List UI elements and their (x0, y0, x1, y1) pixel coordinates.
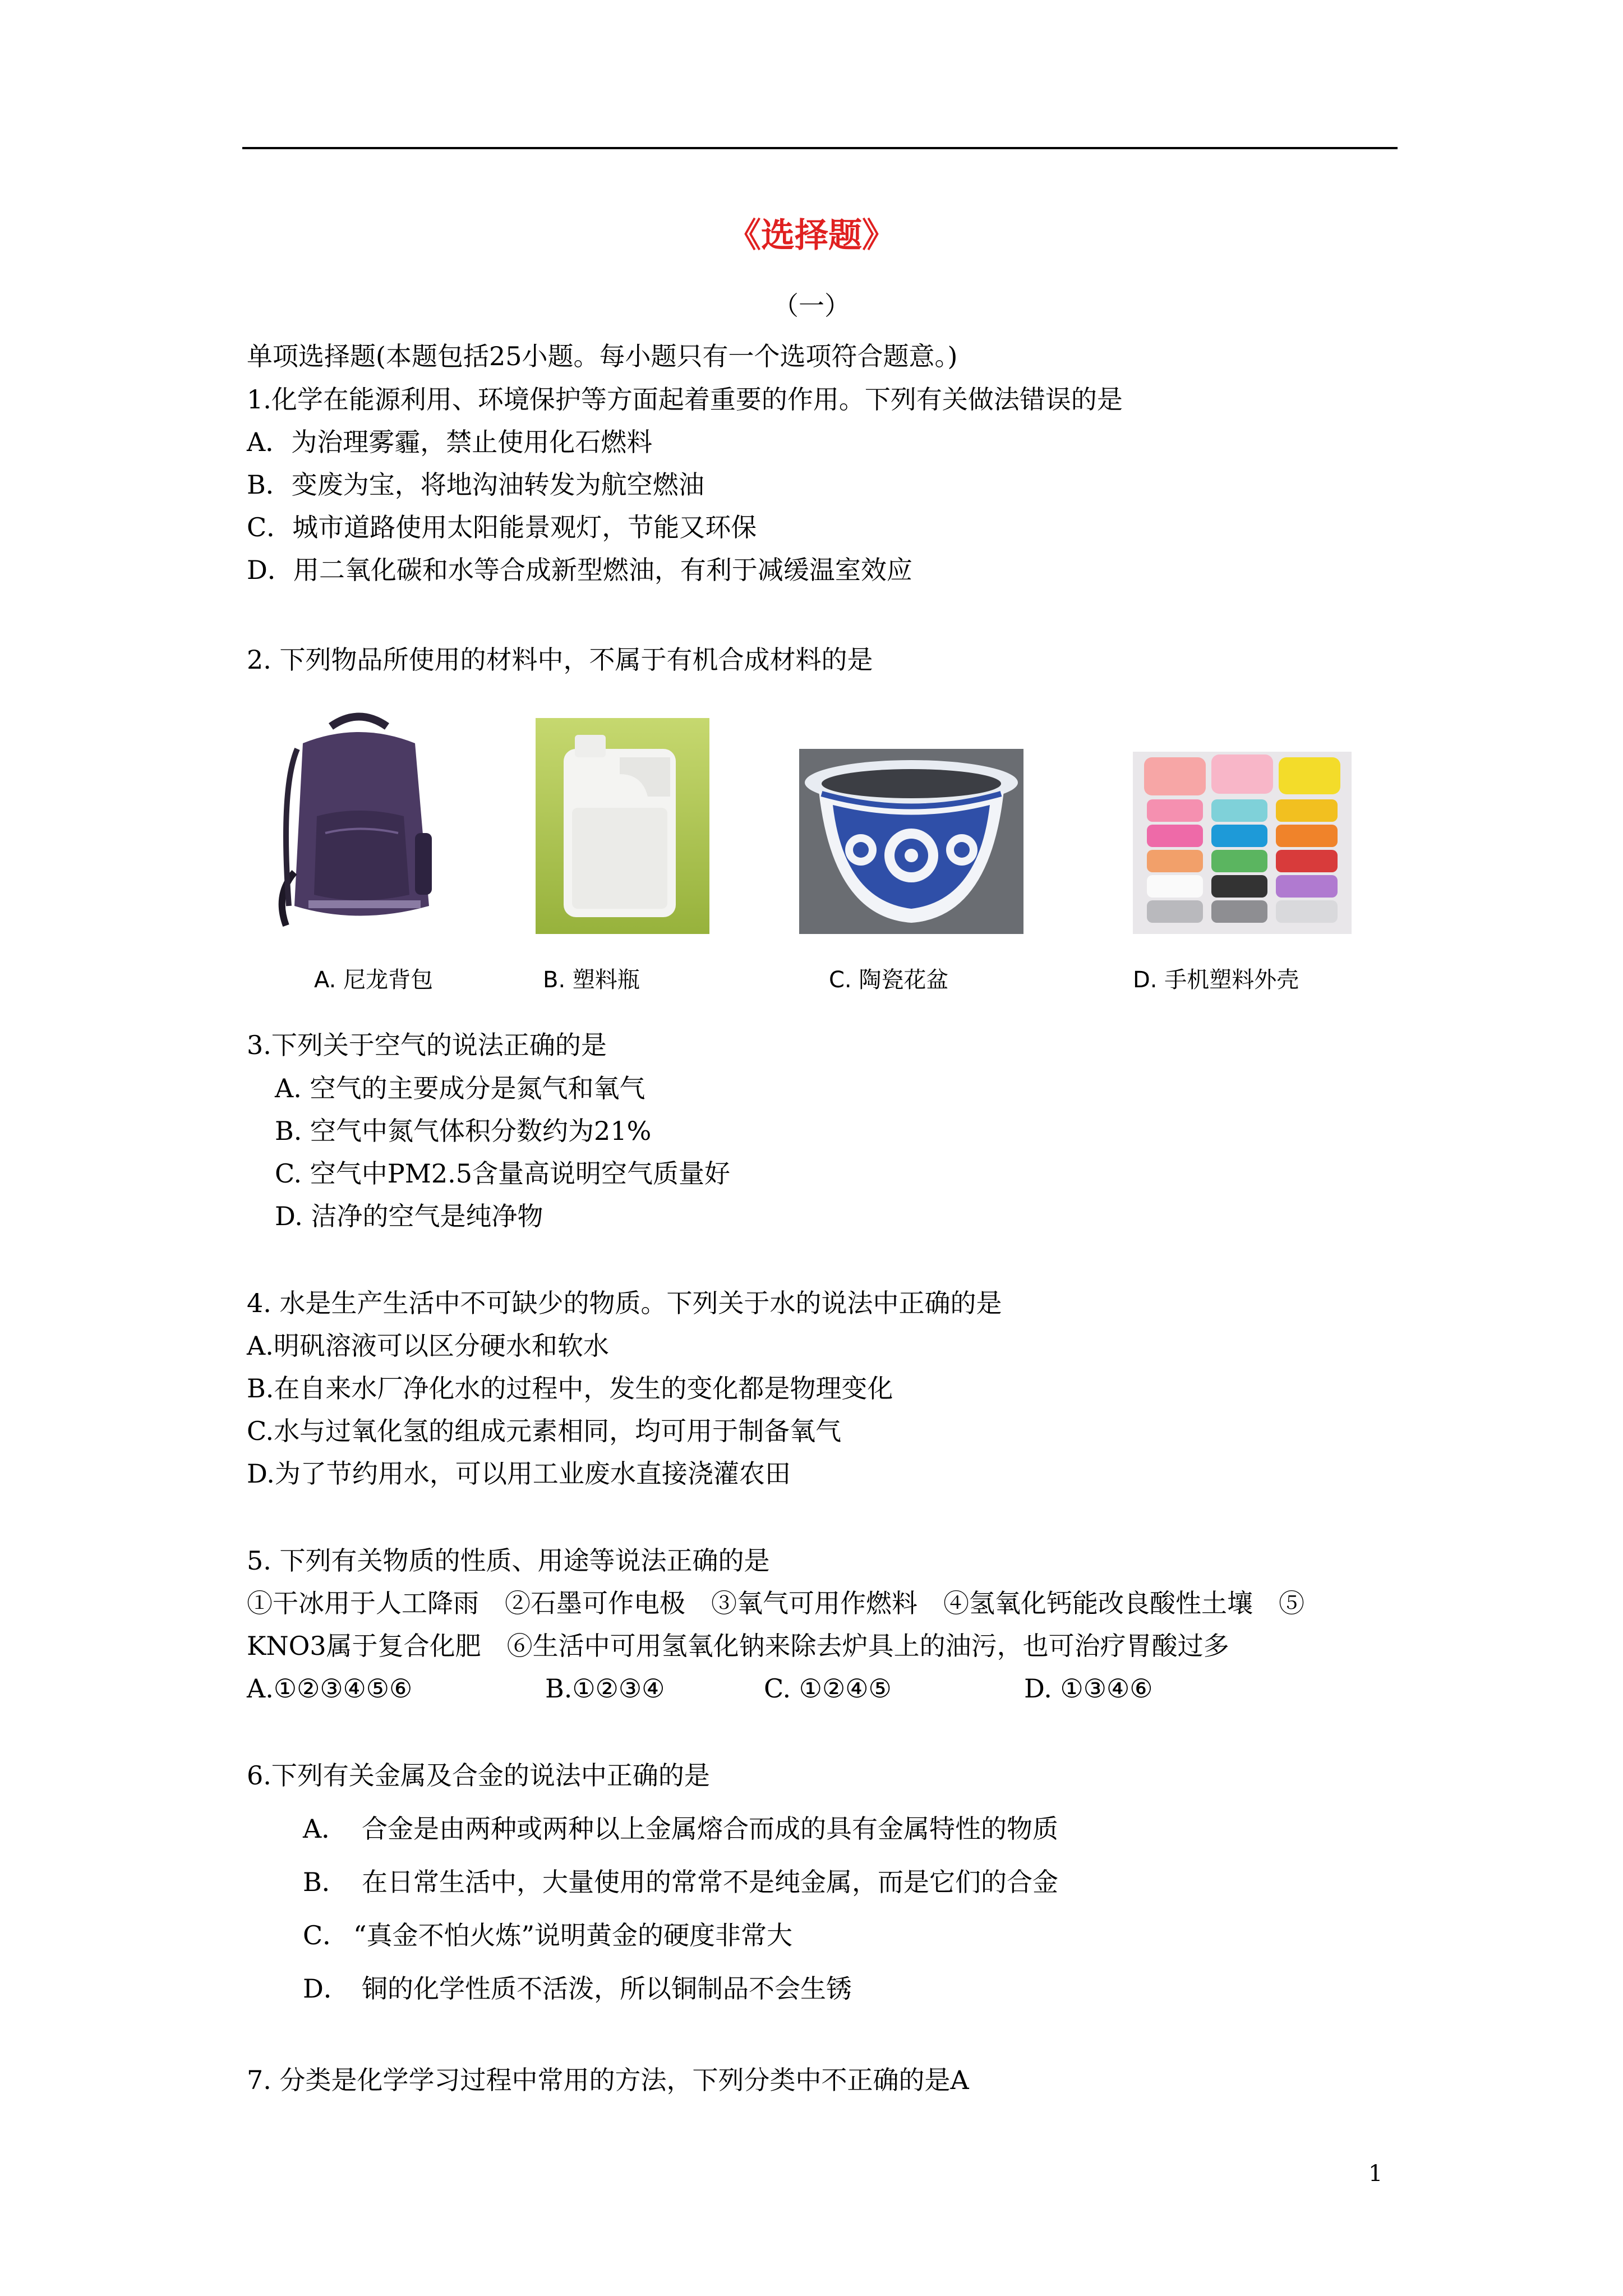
phone-cases-image (1133, 752, 1352, 934)
q1-option-d: D．用二氧化碳和水等合成新型燃油，有利于减缓温室效应 (247, 555, 912, 585)
backpack-image (264, 704, 454, 934)
q5-option-a: A.①②③④⑤⑥ (247, 1673, 413, 1704)
q6-option-a-label: A． (303, 1814, 348, 1844)
header-rule (242, 147, 1398, 149)
q2-caption-c: C. 陶瓷花盆 (829, 967, 949, 993)
q2-caption-a: A. 尼龙背包 (314, 967, 434, 993)
plastic-bottle-image (536, 718, 709, 934)
q1-option-b: B．变废为宝，将地沟油转发为航空燃油 (247, 470, 704, 500)
q3-option-c: C. 空气中PM2.5含量高说明空气质量好 (275, 1158, 731, 1189)
q3-option-a: A. 空气的主要成分是氮气和氧气 (275, 1073, 645, 1103)
q6-option-d-label: D． (303, 1973, 349, 2004)
q5-stem: 5. 下列有关物质的性质、用途等说法正确的是 (247, 1545, 770, 1576)
q3-option-d: D. 洁净的空气是纯净物 (275, 1201, 543, 1231)
ceramic-pot-image (799, 749, 1023, 934)
q5-statements-line1: ①干冰用于人工降雨 ②石墨可作电极 ③氧气可用作燃料 ④氢氧化钙能改良酸性土壤 ⑤ (247, 1588, 1304, 1618)
document-title: 《选择题》 (727, 216, 896, 255)
instructions: 单项选择题(本题包括25小题。每小题只有一个选项符合题意。) (247, 341, 958, 371)
q5-statements-line2: KNO3属于复合化肥 ⑥生活中可用氢氧化钠来除去炉具上的油污，也可治疗胃酸过多 (247, 1631, 1229, 1661)
q1-option-a: A．为治理雾霾，禁止使用化石燃料 (247, 427, 653, 457)
q6-option-c-label: C． (303, 1920, 349, 1950)
q4-option-a: A.明矾溶液可以区分硬水和软水 (247, 1331, 609, 1361)
q4-option-c: C.水与过氧化氢的组成元素相同，均可用于制备氧气 (247, 1416, 842, 1446)
q6-stem: 6.下列有关金属及合金的说法中正确的是 (247, 1760, 710, 1791)
q1-stem: 1.化学在能源利用、环境保护等方面起着重要的作用。下列有关做法错误的是 (247, 384, 1123, 415)
q6-option-b: 在日常生活中，大量使用的常常不是纯金属，而是它们的合金 (362, 1867, 1058, 1897)
q4-option-d: D.为了节约用水，可以用工业废水直接浇灌农田 (247, 1458, 791, 1489)
q6-option-c: “真金不怕火炼”说明黄金的硬度非常大 (353, 1920, 793, 1950)
q6-option-a: 合金是由两种或两种以上金属熔合而成的具有金属特性的物质 (362, 1814, 1058, 1844)
q6-option-b-label: B． (303, 1867, 348, 1897)
q2-stem: 2. 下列物品所使用的材料中，不属于有机合成材料的是 (247, 645, 873, 675)
q6-option-d: 铜的化学性质不活泼，所以铜制品不会生锈 (362, 1973, 852, 2004)
section-subtitle: （一） (773, 291, 850, 321)
q4-stem: 4. 水是生产生活中不可缺少的物质。下列关于水的说法中正确的是 (247, 1288, 1002, 1318)
q2-caption-d: D. 手机塑料外壳 (1133, 967, 1299, 993)
q3-stem: 3.下列关于空气的说法正确的是 (247, 1030, 607, 1060)
page-number: 1 (1368, 2161, 1383, 2187)
q2-caption-b: B. 塑料瓶 (543, 967, 640, 993)
q5-option-b: B.①②③④ (545, 1673, 665, 1704)
q7-stem: 7. 分类是化学学习过程中常用的方法，下列分类中不正确的是A (247, 2065, 969, 2095)
q5-option-c: C. ①②④⑤ (764, 1673, 892, 1704)
q4-option-b: B.在自来水厂净化水的过程中，发生的变化都是物理变化 (247, 1373, 893, 1404)
q1-option-c: C．城市道路使用太阳能景观灯，节能又环保 (247, 512, 757, 542)
q3-option-b: B. 空气中氮气体积分数约为21% (275, 1116, 652, 1146)
q5-option-d: D. ①③④⑥ (1024, 1673, 1153, 1704)
